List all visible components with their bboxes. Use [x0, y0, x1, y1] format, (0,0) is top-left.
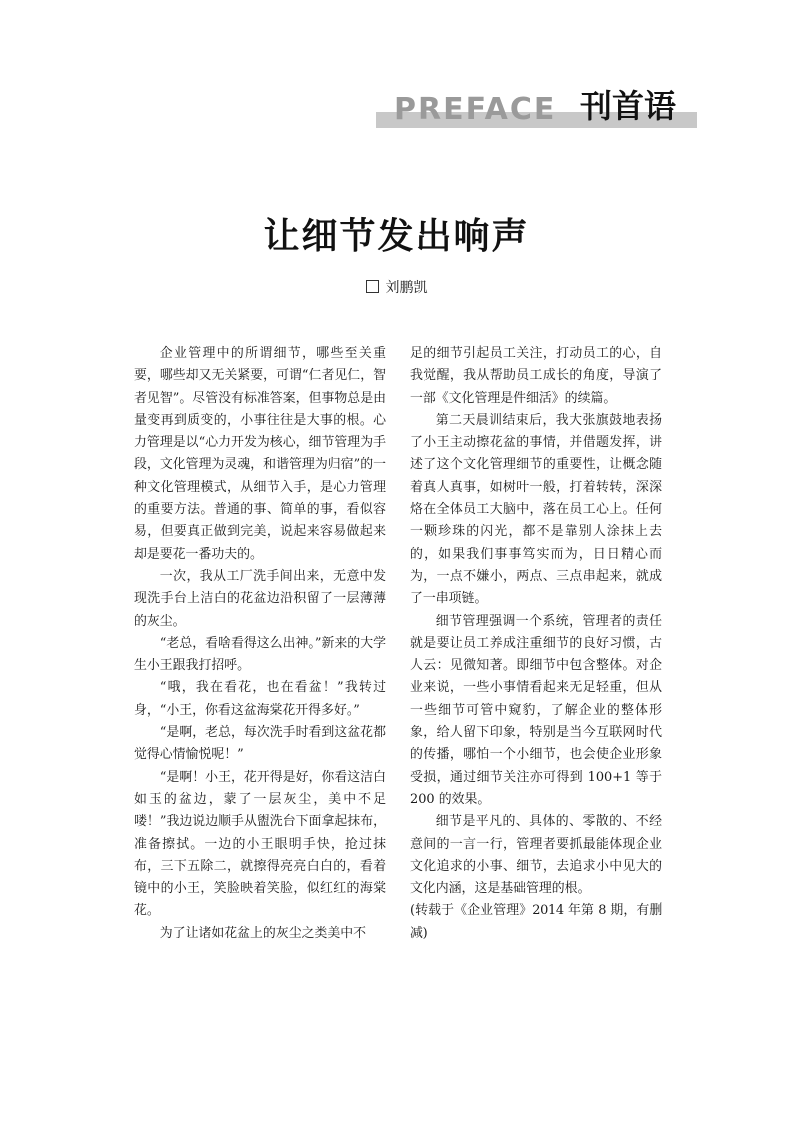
author-name: 刘鹏凯: [385, 280, 428, 296]
right-column: [410, 343, 662, 945]
paragraph: 第二天晨训结束后，我大张旗鼓地表扬了小王主动擦花盆的事情，并借题发挥，讲述了这个文化管理细节的重要性，让概念随着真人真事，如树叶一般，打着转转，深深烙在全体员工大脑中，落在员工心上。任何一颗珍珠的闪光，都不是靠别人涂抹上去的，如果我们事事笃实而为，日日精心而为，一点不嫌小，两点、三点串起来，就成了一串项链。: [410, 412, 662, 607]
paragraph-continued: 足的细节引起员工关注，打动员工的心，自我觉醒，我从帮助员工成长的角度，导演了一部《文化管理是件细活》的续篇。: [410, 346, 662, 406]
section-label-en: PREFACE: [394, 92, 557, 127]
paragraph: 企业管理中的所谓细节，哪些至关重要，哪些却又无关紧要，可谓“仁者见仁，智者见智”。尽管没有标准答案，但事物总是由量变再到质变的，小事往往是大事的根。心力管理是以“心力开发为核心，细节管理为手段，文化管理为灵魂，和谐管理为归宿”的一种文化管理模式，从细节入手，是心力管理的重要方法。普通的事、简单的事，看似容易，但要真正做到完美，说起来容易做起来却是要花一番功夫的。: [134, 346, 386, 562]
section-header: [0, 0, 793, 140]
author-box-icon: [366, 280, 379, 293]
source-note: (转载于《企业管理》2014 年第 8 期，有删减): [410, 903, 662, 941]
left-column: [134, 343, 386, 945]
paragraph: “是啊！小王，花开得是好，你看这洁白如玉的盆边，蒙了一层灰尘，美中不足喽！”我边说边顺手从盥洗台下面拿起抹布，准备擦拭。一边的小王眼明手快，抢过抹布，三下五除二，就擦得亮亮白白的，看着镜中的小王，笑脸映着笑脸，似红红的海棠花。: [134, 769, 386, 919]
section-label-cn: 刊首语: [580, 87, 677, 125]
paragraph: “是啊，老总，每次洗手时看到这盆花都觉得心情愉悦呢！”: [134, 725, 386, 763]
paragraph: 一次，我从工厂洗手间出来，无意中发现洗手台上洁白的花盆边沿积留了一层薄薄的灰尘。: [134, 568, 386, 629]
article-title: 让细节发出响声: [263, 215, 530, 257]
paragraph: 细节管理强调一个系统，管理者的责任就是要让员工养成注重细节的良好习惯，古人云：见微知著。即细节中包含整体。对企业来说，一些小事情看起来无足轻重，但从一些细节可管中窥豹，了解企业的整体形象，给人留下印象，特别是当今互联网时代的传播，哪怕一个小细节，也会使企业形象受损，通过细节关注亦可得到 100+1 等于 200 的效果。: [410, 613, 662, 807]
paragraph: “老总，看啥看得这么出神。”新来的大学生小王跟我打招呼。: [134, 635, 386, 674]
paragraph: 细节是平凡的、具体的、零散的、不经意间的一言一行，管理者要抓最能体现企业文化追求的小事、细节，去追求小中见大的文化内涵，这是基础管理的根。: [410, 814, 662, 897]
paragraph: “哦，我在看花，也在看盆！”我转过身，“小王，你看这盆海棠花开得多好。”: [134, 680, 386, 718]
paragraph: 为了让诸如花盆上的灰尘之类美中不: [159, 925, 367, 941]
author-line: [0, 278, 793, 298]
